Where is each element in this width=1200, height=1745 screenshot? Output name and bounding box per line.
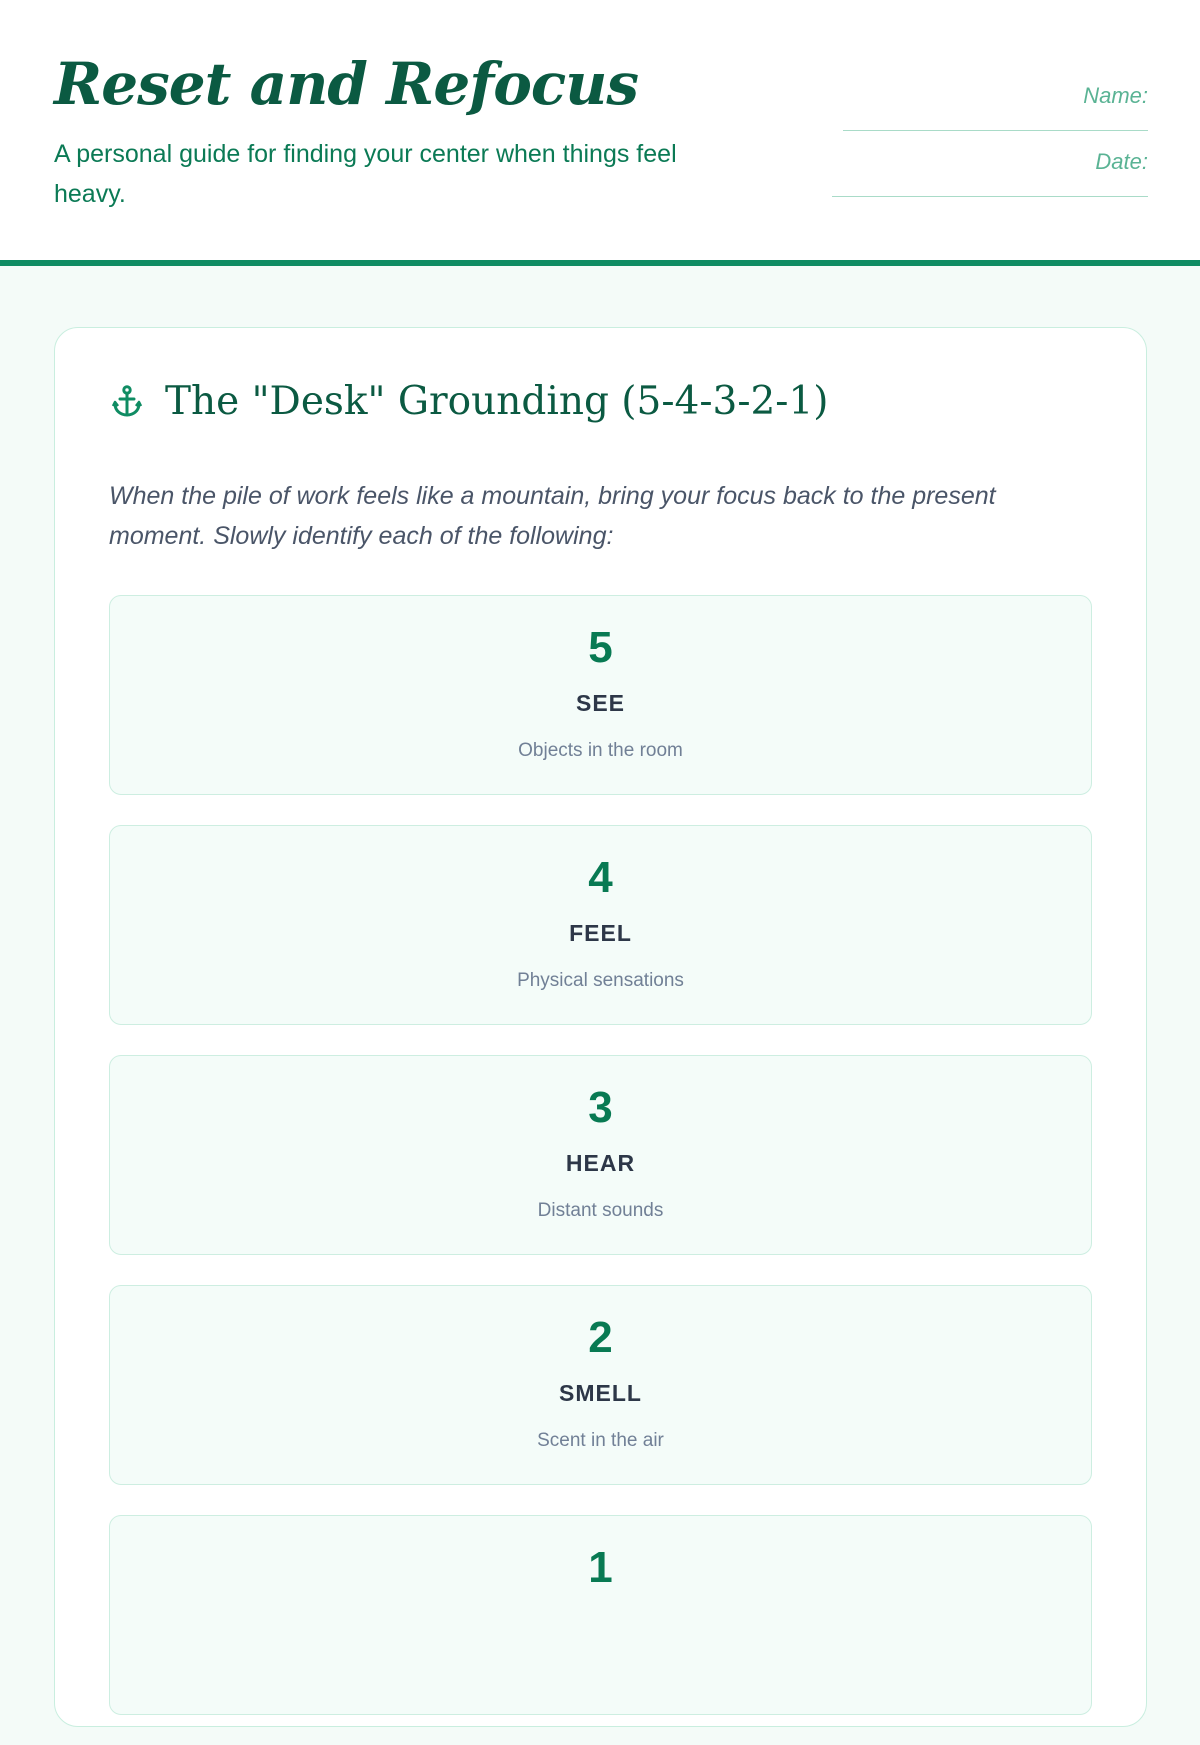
name-input-line[interactable]	[843, 130, 1148, 131]
step-number: 3	[588, 1083, 613, 1132]
grounding-steps-list	[109, 595, 1092, 1745]
step-number: 1	[588, 1543, 613, 1592]
section-title	[109, 374, 829, 430]
section-intro: When the pile of work feels like a mountain, bring your focus back to the present moment. Slowly identify each of the following:	[109, 482, 996, 550]
step-label: HEAR	[565, 1150, 636, 1176]
grounding-card	[54, 327, 1147, 1727]
date-label: Date:	[1095, 149, 1148, 174]
date-field[interactable]	[818, 142, 1148, 208]
grounding-step-see	[109, 595, 1092, 795]
page-title: Reset and Refocus	[54, 50, 639, 118]
worksheet-fields	[818, 76, 1148, 208]
step-description: Distant sounds	[537, 1200, 664, 1221]
step-description: Objects in the room	[518, 740, 683, 761]
step-description: Physical sensations	[517, 970, 684, 991]
section-title-text: The "Desk" Grounding (5-4-3-2-1)	[165, 379, 829, 424]
grounding-step-hear	[109, 1055, 1092, 1255]
step-number: 4	[588, 853, 613, 902]
page-subtitle: A personal guide for finding your center when things feel heavy.	[54, 140, 677, 208]
step-number: 5	[588, 623, 613, 672]
date-input-line[interactable]	[832, 196, 1148, 197]
grounding-step-1	[109, 1515, 1092, 1715]
step-label: SMELL	[559, 1380, 642, 1406]
grounding-step-smell	[109, 1285, 1092, 1485]
step-label: SEE	[575, 690, 626, 716]
step-label: FEEL	[569, 920, 632, 946]
grounding-step-feel	[109, 825, 1092, 1025]
name-label: Name:	[1083, 83, 1148, 108]
step-description: Scent in the air	[537, 1430, 664, 1451]
step-number: 2	[588, 1313, 613, 1362]
worksheet-header	[0, 0, 1200, 266]
anchor-icon	[109, 384, 145, 420]
name-field[interactable]	[818, 76, 1148, 142]
